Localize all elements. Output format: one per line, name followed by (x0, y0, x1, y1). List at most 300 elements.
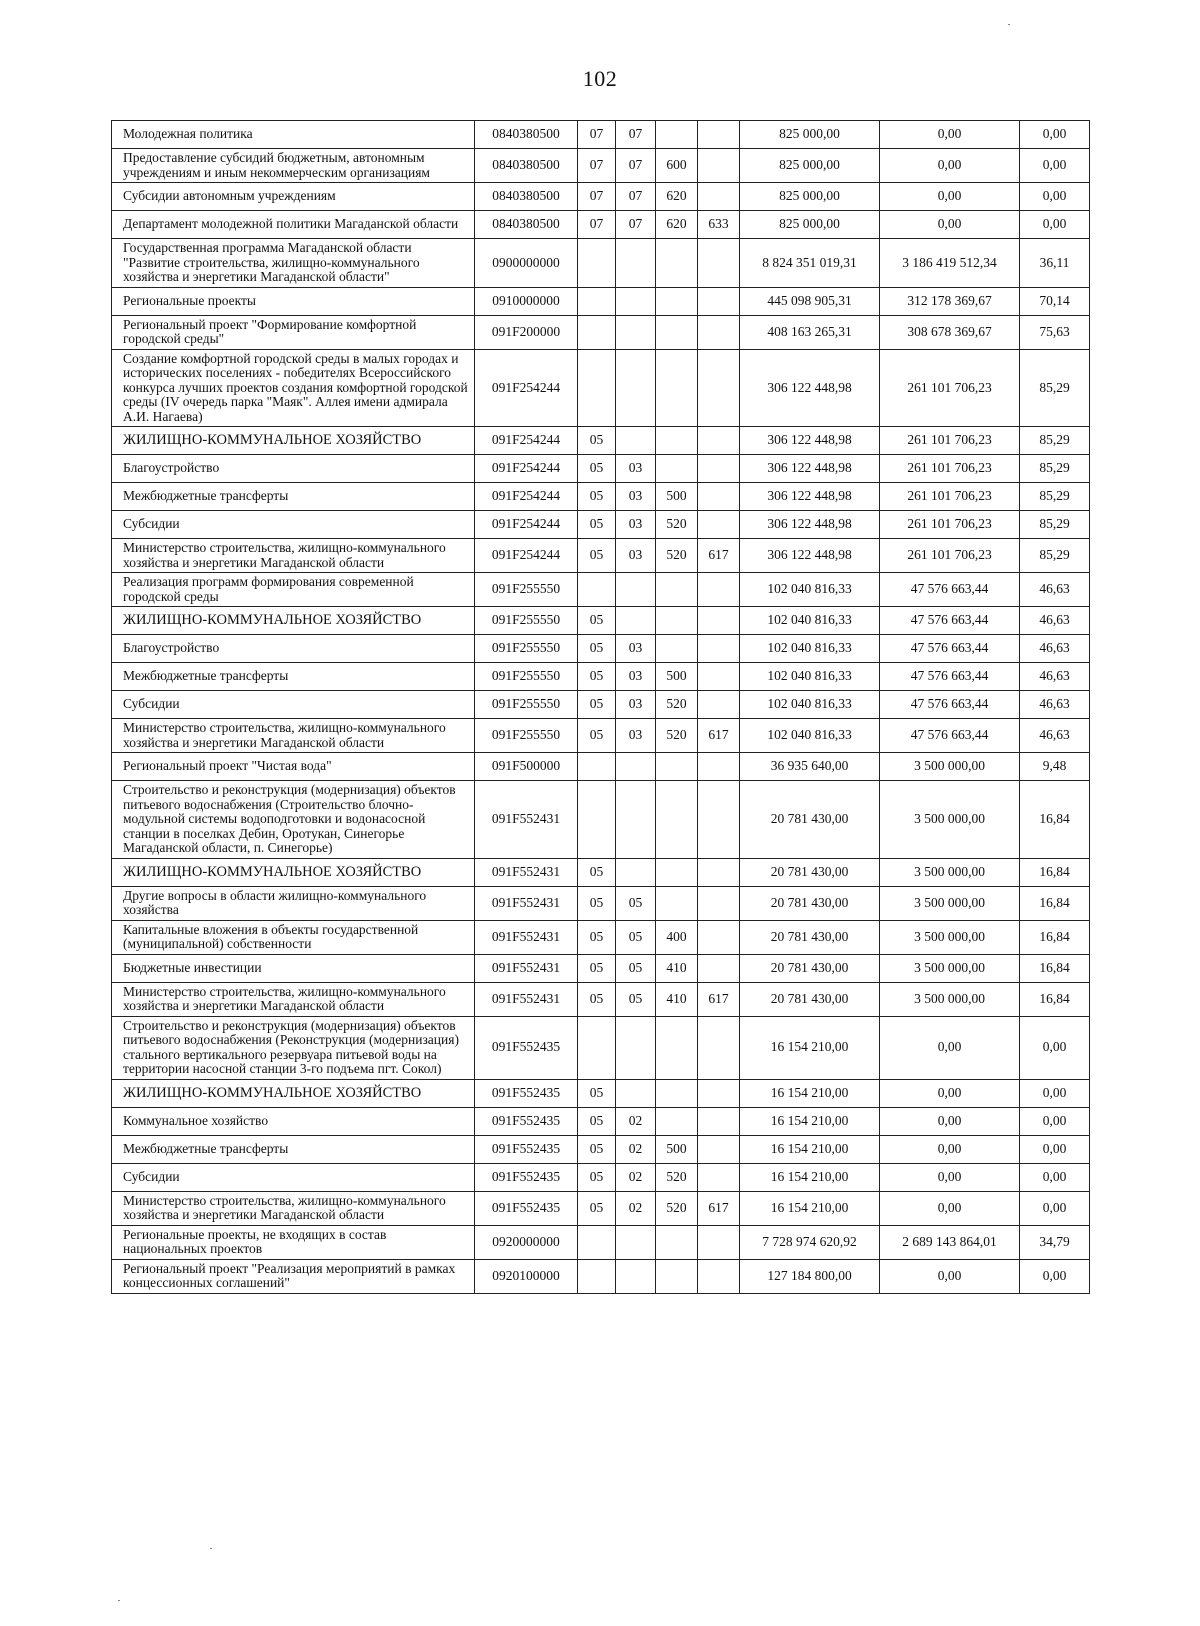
cell-actual-amount: 3 500 000,00 (880, 954, 1020, 982)
cell-planned-amount: 102 040 816,33 (740, 607, 880, 635)
cell-section (578, 573, 616, 607)
cell-admin-code (698, 349, 740, 427)
cell-planned-amount: 306 122 448,98 (740, 455, 880, 483)
cell-subsection: 03 (616, 719, 656, 753)
cell-planned-amount: 20 781 430,00 (740, 858, 880, 886)
cell-section (578, 239, 616, 288)
cell-expense-type (656, 1016, 698, 1079)
cell-target-code: 091F254244 (475, 539, 578, 573)
cell-admin-code (698, 607, 740, 635)
cell-percent: 0,00 (1020, 121, 1090, 149)
cell-expense-type: 520 (656, 511, 698, 539)
cell-actual-amount: 3 186 419 512,34 (880, 239, 1020, 288)
cell-actual-amount: 0,00 (880, 183, 1020, 211)
cell-target-code: 091F552435 (475, 1107, 578, 1135)
cell-percent: 0,00 (1020, 1107, 1090, 1135)
cell-expense-type (656, 635, 698, 663)
cell-admin-code (698, 149, 740, 183)
cell-section: 05 (578, 607, 616, 635)
cell-expense-type (656, 753, 698, 781)
cell-planned-amount: 408 163 265,31 (740, 315, 880, 349)
cell-planned-amount: 306 122 448,98 (740, 483, 880, 511)
cell-target-code: 091F200000 (475, 315, 578, 349)
cell-target-code: 091F254244 (475, 349, 578, 427)
cell-expense-type (656, 886, 698, 920)
cell-expense-type: 500 (656, 483, 698, 511)
cell-expense-type (656, 781, 698, 859)
cell-target-code: 091F255550 (475, 663, 578, 691)
cell-subsection (616, 573, 656, 607)
cell-section: 07 (578, 183, 616, 211)
cell-percent: 0,00 (1020, 1135, 1090, 1163)
cell-subsection: 02 (616, 1163, 656, 1191)
cell-percent: 85,29 (1020, 455, 1090, 483)
cell-target-code: 0910000000 (475, 287, 578, 315)
scan-artifact (1008, 24, 1010, 25)
table-row (112, 1107, 1090, 1135)
cell-percent: 70,14 (1020, 287, 1090, 315)
cell-percent: 0,00 (1020, 211, 1090, 239)
budget-table (111, 120, 1090, 1294)
cell-name: ЖИЛИЩНО-КОММУНАЛЬНОЕ ХОЗЯЙСТВО (112, 858, 475, 886)
cell-expense-type (656, 1225, 698, 1259)
cell-admin-code (698, 1259, 740, 1293)
cell-admin-code (698, 781, 740, 859)
cell-section: 05 (578, 483, 616, 511)
cell-actual-amount: 3 500 000,00 (880, 858, 1020, 886)
cell-expense-type (656, 455, 698, 483)
cell-percent: 46,63 (1020, 691, 1090, 719)
cell-percent: 16,84 (1020, 781, 1090, 859)
cell-admin-code (698, 753, 740, 781)
table-row (112, 781, 1090, 859)
cell-actual-amount: 0,00 (880, 1259, 1020, 1293)
cell-subsection (616, 1079, 656, 1107)
cell-admin-code (698, 1079, 740, 1107)
cell-planned-amount: 20 781 430,00 (740, 920, 880, 954)
cell-actual-amount: 2 689 143 864,01 (880, 1225, 1020, 1259)
cell-percent: 34,79 (1020, 1225, 1090, 1259)
cell-section: 05 (578, 455, 616, 483)
cell-expense-type (656, 1107, 698, 1135)
cell-percent: 46,63 (1020, 663, 1090, 691)
cell-target-code: 091F255550 (475, 607, 578, 635)
cell-admin-code (698, 635, 740, 663)
cell-admin-code: 617 (698, 1191, 740, 1225)
cell-expense-type (656, 315, 698, 349)
cell-name: Региональные проекты, не входящих в состав национальных проектов (112, 1225, 475, 1259)
table-row (112, 753, 1090, 781)
cell-admin-code (698, 920, 740, 954)
table-row (112, 886, 1090, 920)
table-row (112, 315, 1090, 349)
cell-expense-type (656, 121, 698, 149)
cell-section (578, 315, 616, 349)
table-row (112, 427, 1090, 455)
cell-actual-amount: 47 576 663,44 (880, 691, 1020, 719)
cell-actual-amount: 0,00 (880, 121, 1020, 149)
table-row (112, 511, 1090, 539)
cell-expense-type: 520 (656, 1163, 698, 1191)
cell-section: 05 (578, 511, 616, 539)
scan-artifact (118, 1600, 120, 1601)
cell-name: Благоустройство (112, 455, 475, 483)
cell-admin-code (698, 455, 740, 483)
cell-expense-type (656, 287, 698, 315)
cell-planned-amount: 306 122 448,98 (740, 427, 880, 455)
cell-planned-amount: 445 098 905,31 (740, 287, 880, 315)
cell-actual-amount: 261 101 706,23 (880, 539, 1020, 573)
cell-actual-amount: 0,00 (880, 211, 1020, 239)
cell-subsection: 02 (616, 1135, 656, 1163)
cell-section: 05 (578, 982, 616, 1016)
cell-name: Бюджетные инвестиции (112, 954, 475, 982)
cell-subsection (616, 239, 656, 288)
cell-planned-amount: 7 728 974 620,92 (740, 1225, 880, 1259)
table-row (112, 211, 1090, 239)
table-row (112, 149, 1090, 183)
cell-planned-amount: 102 040 816,33 (740, 663, 880, 691)
cell-section (578, 753, 616, 781)
cell-target-code: 091F552435 (475, 1163, 578, 1191)
cell-name: Субсидии (112, 511, 475, 539)
table-row (112, 635, 1090, 663)
cell-expense-type (656, 1079, 698, 1107)
cell-percent: 46,63 (1020, 635, 1090, 663)
cell-subsection (616, 1016, 656, 1079)
cell-planned-amount: 127 184 800,00 (740, 1259, 880, 1293)
table-row (112, 573, 1090, 607)
cell-expense-type (656, 573, 698, 607)
cell-subsection: 03 (616, 539, 656, 573)
cell-admin-code (698, 1163, 740, 1191)
cell-actual-amount: 3 500 000,00 (880, 886, 1020, 920)
cell-subsection: 05 (616, 982, 656, 1016)
cell-subsection: 07 (616, 183, 656, 211)
cell-section: 05 (578, 1079, 616, 1107)
cell-subsection (616, 1259, 656, 1293)
cell-planned-amount: 20 781 430,00 (740, 886, 880, 920)
cell-target-code: 0840380500 (475, 211, 578, 239)
table-row (112, 455, 1090, 483)
cell-target-code: 091F552435 (475, 1191, 578, 1225)
cell-planned-amount: 8 824 351 019,31 (740, 239, 880, 288)
cell-planned-amount: 102 040 816,33 (740, 691, 880, 719)
cell-name: Региональные проекты (112, 287, 475, 315)
cell-expense-type: 520 (656, 691, 698, 719)
cell-percent: 46,63 (1020, 719, 1090, 753)
cell-subsection: 07 (616, 149, 656, 183)
table-row (112, 483, 1090, 511)
cell-actual-amount: 261 101 706,23 (880, 455, 1020, 483)
cell-admin-code (698, 886, 740, 920)
cell-section: 07 (578, 149, 616, 183)
cell-expense-type (656, 427, 698, 455)
cell-percent: 16,84 (1020, 982, 1090, 1016)
cell-admin-code (698, 315, 740, 349)
cell-actual-amount: 47 576 663,44 (880, 663, 1020, 691)
cell-name: Министерство строительства, жилищно-коммунального хозяйства и энергетики Магаданской области (112, 719, 475, 753)
cell-section: 05 (578, 886, 616, 920)
cell-name: Строительство и реконструкция (модернизация) объектов питьевого водоснабжения (Реконструкция (модернизация) стального вертикального резервуара питьевой воды на территории насосной станции 3-го подъема пгт. Сокол) (112, 1016, 475, 1079)
cell-admin-code (698, 183, 740, 211)
cell-actual-amount: 47 576 663,44 (880, 607, 1020, 635)
table-row (112, 287, 1090, 315)
cell-subsection: 05 (616, 886, 656, 920)
cell-admin-code (698, 239, 740, 288)
cell-planned-amount: 102 040 816,33 (740, 573, 880, 607)
cell-subsection (616, 427, 656, 455)
cell-planned-amount: 102 040 816,33 (740, 719, 880, 753)
cell-target-code: 091F552431 (475, 920, 578, 954)
cell-target-code: 0840380500 (475, 183, 578, 211)
cell-target-code: 091F552431 (475, 886, 578, 920)
cell-planned-amount: 306 122 448,98 (740, 539, 880, 573)
cell-name: ЖИЛИЩНО-КОММУНАЛЬНОЕ ХОЗЯЙСТВО (112, 607, 475, 635)
cell-name: Благоустройство (112, 635, 475, 663)
cell-name: ЖИЛИЩНО-КОММУНАЛЬНОЕ ХОЗЯЙСТВО (112, 427, 475, 455)
cell-percent: 0,00 (1020, 1079, 1090, 1107)
cell-planned-amount: 16 154 210,00 (740, 1016, 880, 1079)
cell-admin-code: 617 (698, 982, 740, 1016)
cell-name: Межбюджетные трансферты (112, 663, 475, 691)
table-row (112, 954, 1090, 982)
cell-expense-type: 500 (656, 1135, 698, 1163)
table-row (112, 1079, 1090, 1107)
cell-percent: 85,29 (1020, 539, 1090, 573)
table-row (112, 1163, 1090, 1191)
cell-name: Региональный проект "Чистая вода" (112, 753, 475, 781)
cell-subsection (616, 287, 656, 315)
cell-target-code: 0840380500 (475, 121, 578, 149)
table-row (112, 349, 1090, 427)
budget-table-container (111, 120, 1089, 1294)
table-row (112, 1016, 1090, 1079)
cell-target-code: 091F255550 (475, 691, 578, 719)
cell-planned-amount: 102 040 816,33 (740, 635, 880, 663)
cell-admin-code: 617 (698, 539, 740, 573)
scan-artifact (210, 1548, 212, 1549)
cell-section (578, 349, 616, 427)
cell-expense-type: 410 (656, 982, 698, 1016)
cell-name: Министерство строительства, жилищно-коммунального хозяйства и энергетики Магаданской области (112, 539, 475, 573)
cell-target-code: 091F254244 (475, 427, 578, 455)
cell-percent: 75,63 (1020, 315, 1090, 349)
cell-actual-amount: 47 576 663,44 (880, 635, 1020, 663)
cell-planned-amount: 16 154 210,00 (740, 1163, 880, 1191)
cell-name: Строительство и реконструкция (модернизация) объектов питьевого водоснабжения (Строительство блочно-модульной системы водоподготовки и водонасосной станции в поселках Дебин, Оротукан, Синегорье Магаданской области, п. Синегорье) (112, 781, 475, 859)
cell-actual-amount: 308 678 369,67 (880, 315, 1020, 349)
cell-percent: 0,00 (1020, 1191, 1090, 1225)
cell-subsection (616, 607, 656, 635)
cell-planned-amount: 16 154 210,00 (740, 1191, 880, 1225)
table-row (112, 1225, 1090, 1259)
table-row (112, 920, 1090, 954)
cell-admin-code: 633 (698, 211, 740, 239)
cell-planned-amount: 16 154 210,00 (740, 1135, 880, 1163)
cell-target-code: 091F255550 (475, 635, 578, 663)
cell-name: Министерство строительства, жилищно-коммунального хозяйства и энергетики Магаданской области (112, 1191, 475, 1225)
cell-section: 05 (578, 858, 616, 886)
cell-subsection (616, 753, 656, 781)
table-row (112, 719, 1090, 753)
cell-percent: 46,63 (1020, 573, 1090, 607)
table-row (112, 607, 1090, 635)
cell-target-code: 091F255550 (475, 719, 578, 753)
cell-actual-amount: 261 101 706,23 (880, 511, 1020, 539)
cell-percent: 85,29 (1020, 483, 1090, 511)
cell-expense-type: 520 (656, 539, 698, 573)
page-number: 102 (582, 66, 618, 91)
cell-percent: 0,00 (1020, 1259, 1090, 1293)
cell-name: Предоставление субсидий бюджетным, автономным учреждениям и иным некоммерческим организациям (112, 149, 475, 183)
table-row (112, 663, 1090, 691)
cell-section: 05 (578, 954, 616, 982)
cell-actual-amount: 0,00 (880, 1191, 1020, 1225)
cell-section: 07 (578, 121, 616, 149)
table-row (112, 1135, 1090, 1163)
cell-actual-amount: 0,00 (880, 1016, 1020, 1079)
table-row (112, 982, 1090, 1016)
table-row (112, 539, 1090, 573)
cell-target-code: 091F254244 (475, 511, 578, 539)
cell-target-code: 0840380500 (475, 149, 578, 183)
cell-name: Министерство строительства, жилищно-коммунального хозяйства и энергетики Магаданской области (112, 982, 475, 1016)
cell-expense-type: 520 (656, 1191, 698, 1225)
cell-planned-amount: 16 154 210,00 (740, 1079, 880, 1107)
cell-percent: 36,11 (1020, 239, 1090, 288)
cell-actual-amount: 0,00 (880, 1135, 1020, 1163)
cell-percent: 0,00 (1020, 149, 1090, 183)
cell-name: Другие вопросы в области жилищно-коммунального хозяйства (112, 886, 475, 920)
cell-planned-amount: 36 935 640,00 (740, 753, 880, 781)
cell-name: Департамент молодежной политики Магаданской области (112, 211, 475, 239)
cell-name: Межбюджетные трансферты (112, 483, 475, 511)
cell-name: Региональный проект "Реализация мероприятий в рамках концессионных соглашений" (112, 1259, 475, 1293)
cell-expense-type (656, 239, 698, 288)
cell-subsection: 03 (616, 455, 656, 483)
cell-section: 05 (578, 539, 616, 573)
cell-actual-amount: 0,00 (880, 1163, 1020, 1191)
cell-planned-amount: 825 000,00 (740, 183, 880, 211)
cell-section: 05 (578, 1135, 616, 1163)
cell-target-code: 091F255550 (475, 573, 578, 607)
cell-name: ЖИЛИЩНО-КОММУНАЛЬНОЕ ХОЗЯЙСТВО (112, 1079, 475, 1107)
cell-subsection: 03 (616, 663, 656, 691)
cell-admin-code: 617 (698, 719, 740, 753)
cell-admin-code (698, 858, 740, 886)
cell-section (578, 1225, 616, 1259)
cell-section (578, 1016, 616, 1079)
cell-name: Реализация программ формирования современной городской среды (112, 573, 475, 607)
cell-expense-type (656, 607, 698, 635)
cell-expense-type: 520 (656, 719, 698, 753)
cell-section: 05 (578, 1163, 616, 1191)
table-row (112, 1259, 1090, 1293)
cell-admin-code (698, 1016, 740, 1079)
cell-admin-code (698, 663, 740, 691)
cell-admin-code (698, 427, 740, 455)
cell-planned-amount: 20 781 430,00 (740, 781, 880, 859)
cell-target-code: 0920000000 (475, 1225, 578, 1259)
cell-subsection: 07 (616, 121, 656, 149)
cell-target-code: 091F500000 (475, 753, 578, 781)
cell-percent: 85,29 (1020, 349, 1090, 427)
table-row (112, 858, 1090, 886)
cell-planned-amount: 825 000,00 (740, 211, 880, 239)
cell-percent: 16,84 (1020, 858, 1090, 886)
cell-planned-amount: 306 122 448,98 (740, 511, 880, 539)
cell-percent: 16,84 (1020, 954, 1090, 982)
cell-name: Межбюджетные трансферты (112, 1135, 475, 1163)
cell-subsection: 03 (616, 483, 656, 511)
cell-name: Государственная программа Магаданской области "Развитие строительства, жилищно-коммунального хозяйства и энергетики Магаданской области" (112, 239, 475, 288)
cell-percent: 0,00 (1020, 1016, 1090, 1079)
cell-section: 05 (578, 663, 616, 691)
cell-subsection: 02 (616, 1191, 656, 1225)
cell-expense-type (656, 1259, 698, 1293)
cell-target-code: 091F552435 (475, 1079, 578, 1107)
cell-planned-amount: 825 000,00 (740, 149, 880, 183)
cell-target-code: 091F552431 (475, 954, 578, 982)
cell-expense-type: 410 (656, 954, 698, 982)
cell-expense-type: 500 (656, 663, 698, 691)
cell-actual-amount: 47 576 663,44 (880, 719, 1020, 753)
cell-target-code: 091F552431 (475, 781, 578, 859)
cell-actual-amount: 261 101 706,23 (880, 427, 1020, 455)
cell-admin-code (698, 511, 740, 539)
cell-actual-amount: 3 500 000,00 (880, 982, 1020, 1016)
cell-name: Субсидии (112, 691, 475, 719)
cell-admin-code (698, 954, 740, 982)
cell-target-code: 091F552431 (475, 858, 578, 886)
cell-admin-code (698, 691, 740, 719)
cell-subsection: 02 (616, 1107, 656, 1135)
cell-planned-amount: 825 000,00 (740, 121, 880, 149)
cell-section: 05 (578, 1107, 616, 1135)
cell-target-code: 091F254244 (475, 455, 578, 483)
cell-planned-amount: 20 781 430,00 (740, 954, 880, 982)
cell-admin-code (698, 121, 740, 149)
cell-admin-code (698, 1135, 740, 1163)
cell-actual-amount: 3 500 000,00 (880, 753, 1020, 781)
cell-section: 05 (578, 691, 616, 719)
cell-percent: 0,00 (1020, 183, 1090, 211)
cell-target-code: 091F552435 (475, 1135, 578, 1163)
cell-actual-amount: 3 500 000,00 (880, 781, 1020, 859)
cell-name: Субсидии (112, 1163, 475, 1191)
table-row (112, 1191, 1090, 1225)
cell-admin-code (698, 1225, 740, 1259)
cell-expense-type: 400 (656, 920, 698, 954)
cell-target-code: 0900000000 (475, 239, 578, 288)
cell-subsection (616, 349, 656, 427)
cell-planned-amount: 20 781 430,00 (740, 982, 880, 1016)
cell-expense-type (656, 349, 698, 427)
cell-target-code: 091F552435 (475, 1016, 578, 1079)
cell-name: Коммунальное хозяйство (112, 1107, 475, 1135)
cell-section: 05 (578, 635, 616, 663)
cell-subsection: 07 (616, 211, 656, 239)
cell-section: 05 (578, 427, 616, 455)
cell-section: 05 (578, 1191, 616, 1225)
cell-subsection: 03 (616, 511, 656, 539)
cell-admin-code (698, 483, 740, 511)
cell-actual-amount: 312 178 369,67 (880, 287, 1020, 315)
cell-subsection: 05 (616, 920, 656, 954)
cell-percent: 16,84 (1020, 886, 1090, 920)
cell-percent: 85,29 (1020, 427, 1090, 455)
